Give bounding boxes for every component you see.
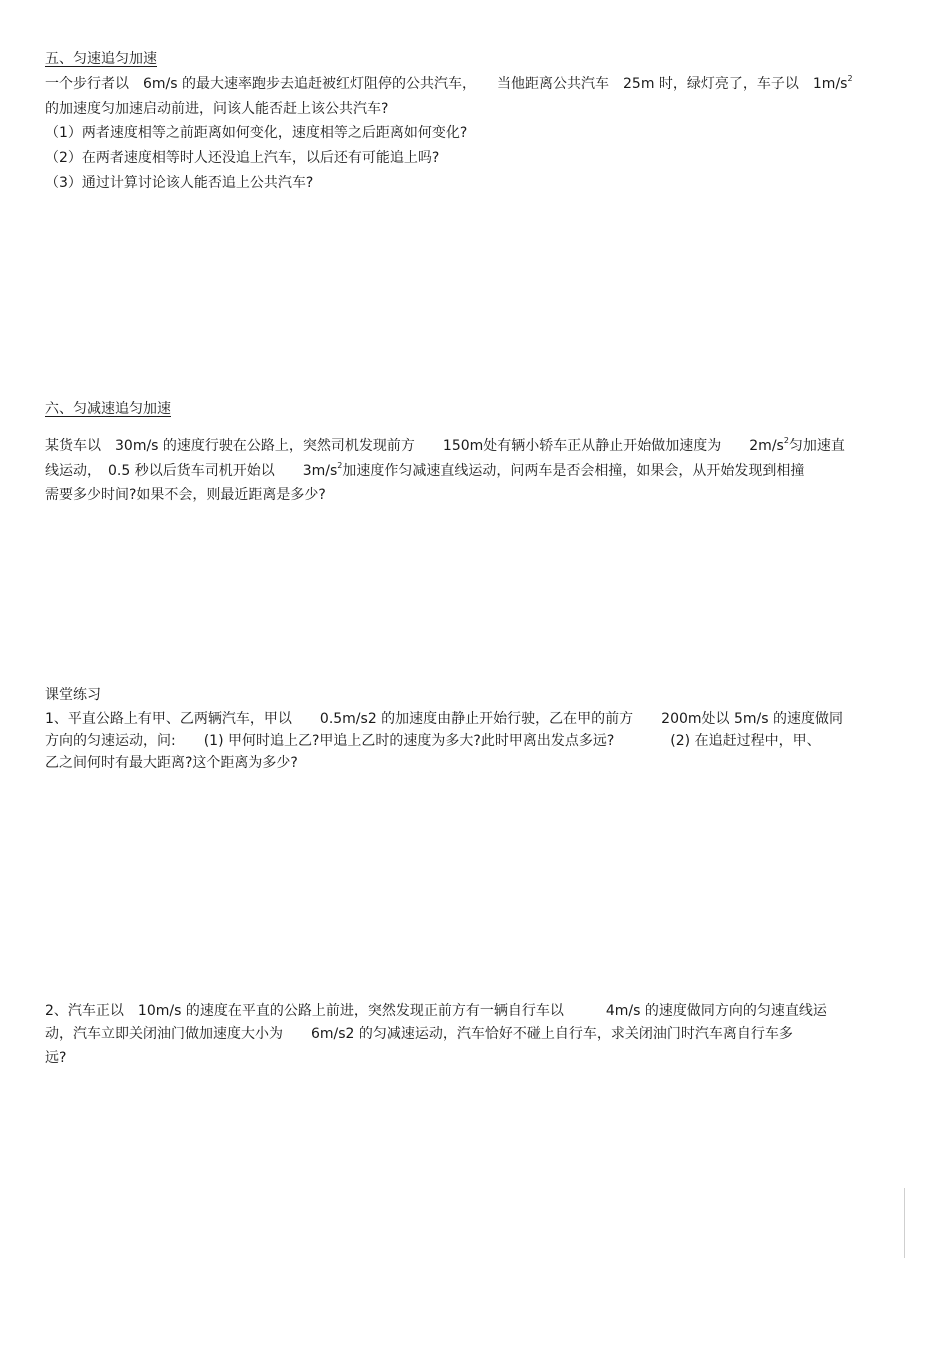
page-edge-rule: [904, 1188, 905, 1258]
section-5-question-2: （2）在两者速度相等时人还没追上汽车，以后还有可能追上吗?: [45, 150, 440, 166]
superscript: 2: [783, 436, 789, 445]
section-6-problem-line-3: 需要多少时间?如果不会，则最近距离是多少?: [45, 487, 326, 503]
text: 匀加速直: [788, 438, 845, 454]
section-6-heading: 六、匀减速追匀加速: [45, 401, 171, 417]
section-5-question-3: （3）通过计算讨论该人能否追上公共汽车?: [45, 175, 314, 191]
text: 加速度作匀减速直线运动，问两车是否会相撞，如果会，从开始发现到相撞: [342, 463, 805, 479]
practice-1-line-3: 乙之间何时有最大距离?这个距离为多少?: [45, 755, 298, 771]
practice-1-line-2: 方向的匀速运动，问: (1) 甲何时追上乙?甲追上乙时的速度为多大?此时甲离出发点多远? (2) 在追赶过程中，甲、: [45, 733, 821, 749]
section-5-question-1: （1）两者速度相等之前距离如何变化，速度相等之后距离如何变化?: [45, 125, 468, 141]
section-5-heading: 五、匀速追匀加速: [45, 51, 157, 67]
practice-2-line-2: 动，汽车立即关闭油门做加速度大小为 6m/s2 的匀减速运动，汽车恰好不碰上自行车，求关闭油门时汽车离自行车多: [45, 1026, 793, 1042]
superscript: 2: [847, 74, 853, 83]
text: 某货车以 30m/s 的速度行驶在公路上，突然司机发现前方 150m处有辆小轿车正从静止开始做加速度为 2m/s: [45, 438, 784, 454]
superscript: 2: [337, 461, 343, 470]
section-5-problem-line-1: [45, 75, 853, 93]
practice-1-line-1: 1、平直公路上有甲、乙两辆汽车，甲以 0.5m/s2 的加速度由静止开始行驶，乙在甲的前方 200m处以 5m/s 的速度做同: [45, 711, 843, 727]
text: 线运动， 0.5 秒以后货车司机开始以 3m/s: [45, 463, 338, 479]
section-6-problem-line-2: [45, 462, 804, 480]
section-5-problem-line-2: 的加速度匀加速启动前进，问该人能否赶上该公共汽车?: [45, 101, 389, 117]
practice-heading: 课堂练习: [45, 687, 101, 703]
practice-2-line-1: 2、汽车正以 10m/s 的速度在平直的公路上前进，突然发现正前方有一辆自行车以 4m/s 的速度做同方向的匀速直线运: [45, 1003, 827, 1019]
practice-2-line-3: 远?: [45, 1050, 67, 1066]
text: 一个步行者以 6m/s 的最大速率跑步去追赶被红灯阻停的公共汽车， 当他距离公共汽车 25m 时，绿灯亮了，车子以 1m/s: [45, 76, 848, 92]
section-6-problem-line-1: [45, 437, 845, 455]
